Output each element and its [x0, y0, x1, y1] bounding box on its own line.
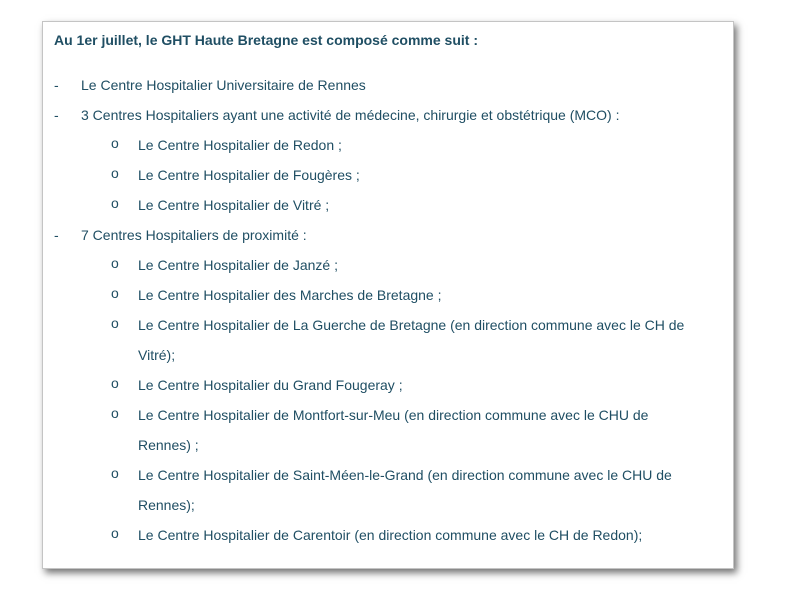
- sub-bullet: o: [111, 405, 119, 421]
- list-item-chu-rennes: Le Centre Hospitalier Universitaire de Rennes: [81, 77, 366, 93]
- sub-bullet: o: [111, 255, 119, 271]
- list-item-proximite-group: 7 Centres Hospitaliers de proximité :: [81, 227, 307, 243]
- sub-item-saint-meen-cont: Rennes);: [138, 497, 195, 513]
- sub-item-marches-bretagne: Le Centre Hospitalier des Marches de Bretagne ;: [138, 287, 442, 303]
- sub-bullet: o: [111, 135, 119, 151]
- sub-item-redon: Le Centre Hospitalier de Redon ;: [138, 137, 342, 153]
- sub-bullet: o: [111, 315, 119, 331]
- sub-item-montfort: Le Centre Hospitalier de Montfort-sur-Meu (en direction commune avec le CHU de: [138, 407, 649, 423]
- sub-bullet: o: [111, 165, 119, 181]
- sub-item-carentoir: Le Centre Hospitalier de Carentoir (en direction commune avec le CH de Redon);: [138, 527, 643, 543]
- sub-bullet: o: [111, 465, 119, 481]
- sub-item-saint-meen: Le Centre Hospitalier de Saint-Méen-le-Grand (en direction commune avec le CHU de: [138, 467, 672, 483]
- sub-bullet: o: [111, 285, 119, 301]
- list-dash: -: [54, 107, 59, 123]
- list-dash: -: [54, 227, 59, 243]
- sub-bullet: o: [111, 375, 119, 391]
- list-item-mco-group: 3 Centres Hospitaliers ayant une activité de médecine, chirurgie et obstétrique (MCO) :: [81, 107, 620, 123]
- sub-item-la-guerche: Le Centre Hospitalier de La Guerche de Bretagne (en direction commune avec le CH de: [138, 317, 685, 333]
- sub-item-la-guerche-cont: Vitré);: [138, 347, 176, 363]
- document-panel: [42, 21, 734, 569]
- sub-item-vitre: Le Centre Hospitalier de Vitré ;: [138, 197, 330, 213]
- sub-item-montfort-cont: Rennes) ;: [138, 437, 199, 453]
- sub-item-grand-fougeray: Le Centre Hospitalier du Grand Fougeray ;: [138, 377, 403, 393]
- sub-item-fougeres: Le Centre Hospitalier de Fougères ;: [138, 167, 360, 183]
- sub-bullet: o: [111, 195, 119, 211]
- document-heading: Au 1er juillet, le GHT Haute Bretagne est composé comme suit :: [54, 32, 478, 48]
- sub-bullet: o: [111, 525, 119, 541]
- list-dash: -: [54, 77, 59, 93]
- sub-item-janze: Le Centre Hospitalier de Janzé ;: [138, 257, 338, 273]
